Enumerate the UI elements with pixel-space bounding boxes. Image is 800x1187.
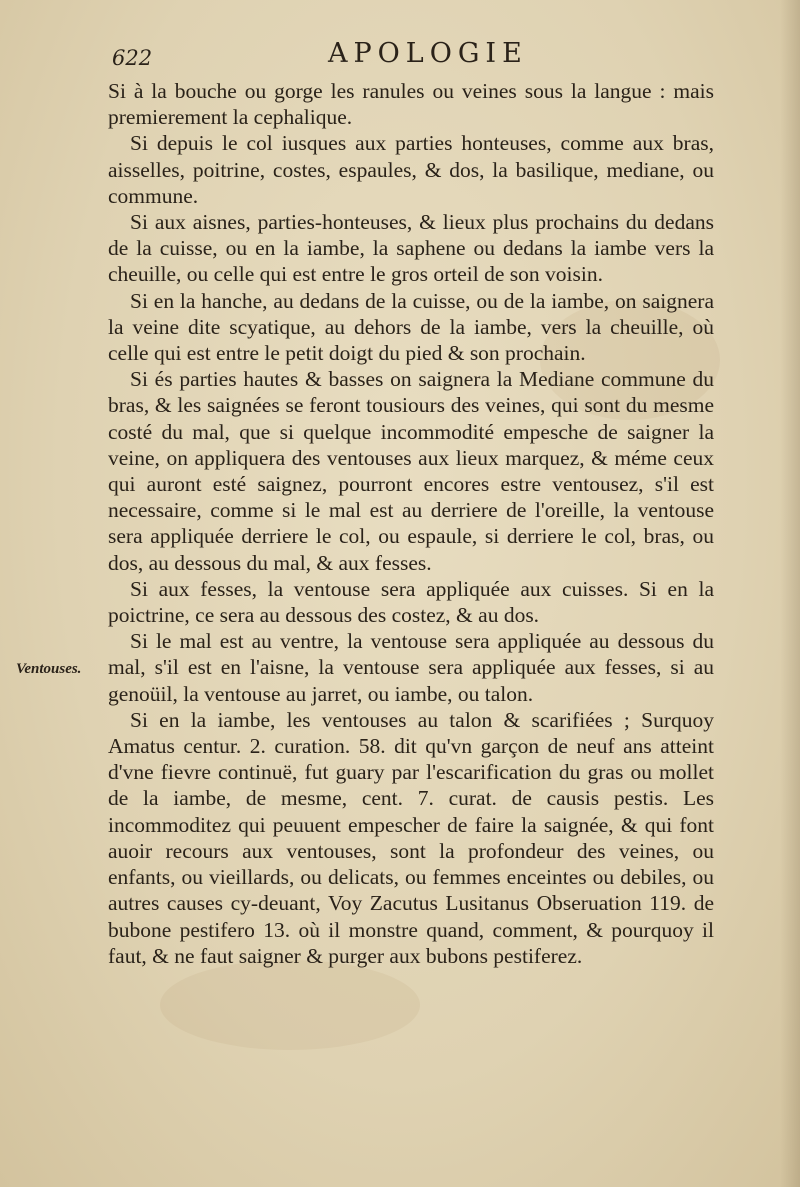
paper-stain — [160, 960, 420, 1050]
paragraph: Si aux aisnes, parties-honteuses, & lieux plus prochains du dedans de la cuisse, ou en la iambe, la saphene ou dedans la iambe vers la cheuille, ou celle qui est entre le gros orteil de son voisin. — [108, 210, 714, 287]
paragraph: Si és parties hautes & basses on saignera la Mediane commune du bras, & les saignées se feront tousiours des veines, qui sont du mesme costé du mal, que si quelque incommodité empesche de saigner la veine, on appliquera des ventouses aux lieux marquez, & méme ceux qui auront esté saignez, pourront encores estre ventousez, s'il est necessaire, comme si le mal est au derriere de l'oreille, la ventouse sera appliquée derriere le col, ou espaule, si derriere le col, bras, ou dos, au dessous du mal, & aux fesses. — [108, 367, 714, 575]
paragraph: Si en la iambe, les ventouses au talon & scarifiées ; Surquoy Amatus centur. 2. curation. 58. dit qu'vn garçon de neuf ans atteint d'vne fievre continuë, fut guary par l'escarification du gras ou mollet de la iambe, de mesme, cent. 7. curat. de causis pestis. Les incommoditez qui peuuent empescher de faire la saignée, & qui font auoir recours aux ventouses, sont la profondeur des veines, ou enfants, ou vieillards, ou delicats, ou femmes enceintes ou debiles, ou autres causes cy-deuant, Voy Zacutus Lusitanus Obseruation 119. de bubone pestifero 13. où il monstre quand, comment, & pourquoy il faut, & ne faut saigner & purger aux bubons pestiferez. — [108, 707, 714, 968]
page-edge-shadow — [780, 0, 800, 1187]
paragraph: Si aux fesses, la ventouse sera appliquée aux cuisses. Si en la poictrine, ce sera au dessous des costez, & au dos. — [108, 576, 714, 628]
page-number: 622 — [112, 46, 153, 70]
paragraph: Si à la bouche ou gorge les ranules ou veines sous la langue : mais premierement la cephalique. — [108, 79, 714, 130]
paragraph: Si en la hanche, au dedans de la cuisse, ou de la iambe, on saignera la veine dite scyatique, au dehors de la iambe, vers la cheuille, où celle qui est entre le petit doigt du pied & son prochain. — [108, 288, 714, 366]
margin-note: Ventouses. — [16, 661, 82, 677]
running-head: APOLOGIE — [328, 38, 528, 69]
body-text — [108, 78, 714, 969]
paragraph: Si depuis le col iusques aux parties honteuses, comme aux bras, aisselles, poitrine, costes, espaules, & dos, la basilique, mediane, ou commune. — [108, 131, 714, 208]
paragraph: Si le mal est au ventre, la ventouse sera appliquée au dessous du mal, s'il est en l'aisne, la ventouse sera appliquée aux fesses, si au genoüil, la ventouse au jarret, ou iambe, ou talon. — [108, 629, 714, 706]
